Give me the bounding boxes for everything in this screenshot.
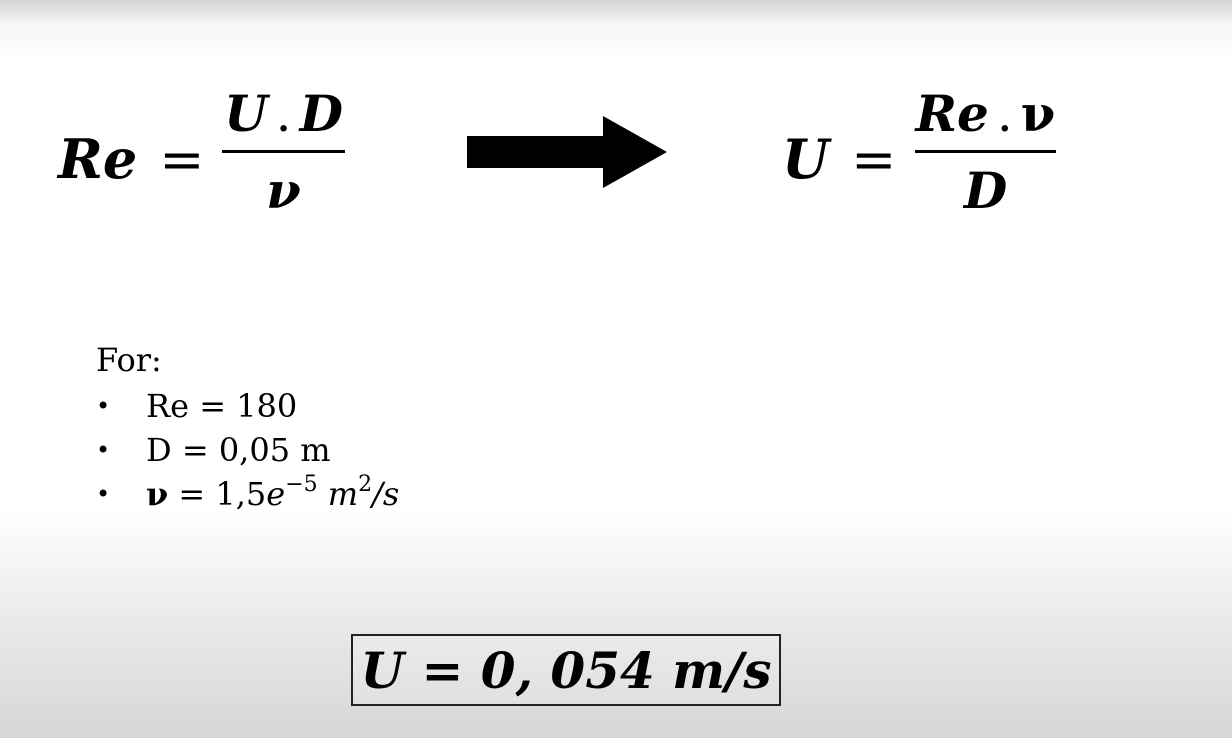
unit-m: m	[327, 475, 359, 513]
list-item	[96, 428, 399, 472]
unit-exponent: 2	[358, 472, 373, 497]
equals-sign: =	[159, 128, 205, 191]
parameters-heading: For:	[96, 341, 162, 379]
parameters-list	[96, 384, 399, 516]
equals-sign: =	[851, 128, 897, 191]
reynolds-fraction	[222, 84, 345, 221]
numerator-d: D	[299, 84, 343, 143]
unit-per-second: /s	[372, 475, 400, 513]
fraction-bar	[222, 150, 345, 153]
numerator-nu: ν	[1020, 84, 1056, 143]
re-symbol: Re	[58, 127, 138, 191]
bullet-icon: •	[96, 480, 111, 508]
list-item	[96, 384, 399, 428]
exponent: −5	[285, 472, 318, 497]
param-diameter: D = 0,05 m	[146, 431, 331, 469]
viscosity-value: = 1,5	[168, 475, 267, 513]
reynolds-equation-lhs	[58, 129, 218, 190]
param-reynolds: Re = 180	[146, 387, 298, 425]
result-box	[351, 634, 781, 706]
numerator-dot: .	[275, 85, 292, 143]
list-item	[96, 472, 399, 516]
result-text: U = 0, 054 m/s	[360, 640, 772, 700]
nu-symbol: ν	[146, 475, 169, 513]
reynolds-numerator	[224, 84, 343, 144]
fraction-bar	[915, 150, 1056, 153]
velocity-numerator	[916, 84, 1056, 144]
numerator-u: U	[224, 84, 268, 143]
velocity-equation-lhs	[782, 129, 910, 190]
bullet-icon: •	[96, 392, 111, 420]
bullet-icon: •	[96, 436, 111, 464]
velocity-fraction	[915, 84, 1056, 221]
reynolds-denominator: ν	[266, 161, 301, 220]
numerator-re: Re	[915, 84, 989, 143]
velocity-denominator: D	[963, 161, 1008, 220]
u-symbol: U	[782, 127, 830, 191]
numerator-dot: .	[996, 85, 1013, 143]
param-viscosity	[146, 472, 399, 516]
right-arrow-icon	[467, 116, 667, 188]
exp-e: e	[266, 475, 286, 513]
